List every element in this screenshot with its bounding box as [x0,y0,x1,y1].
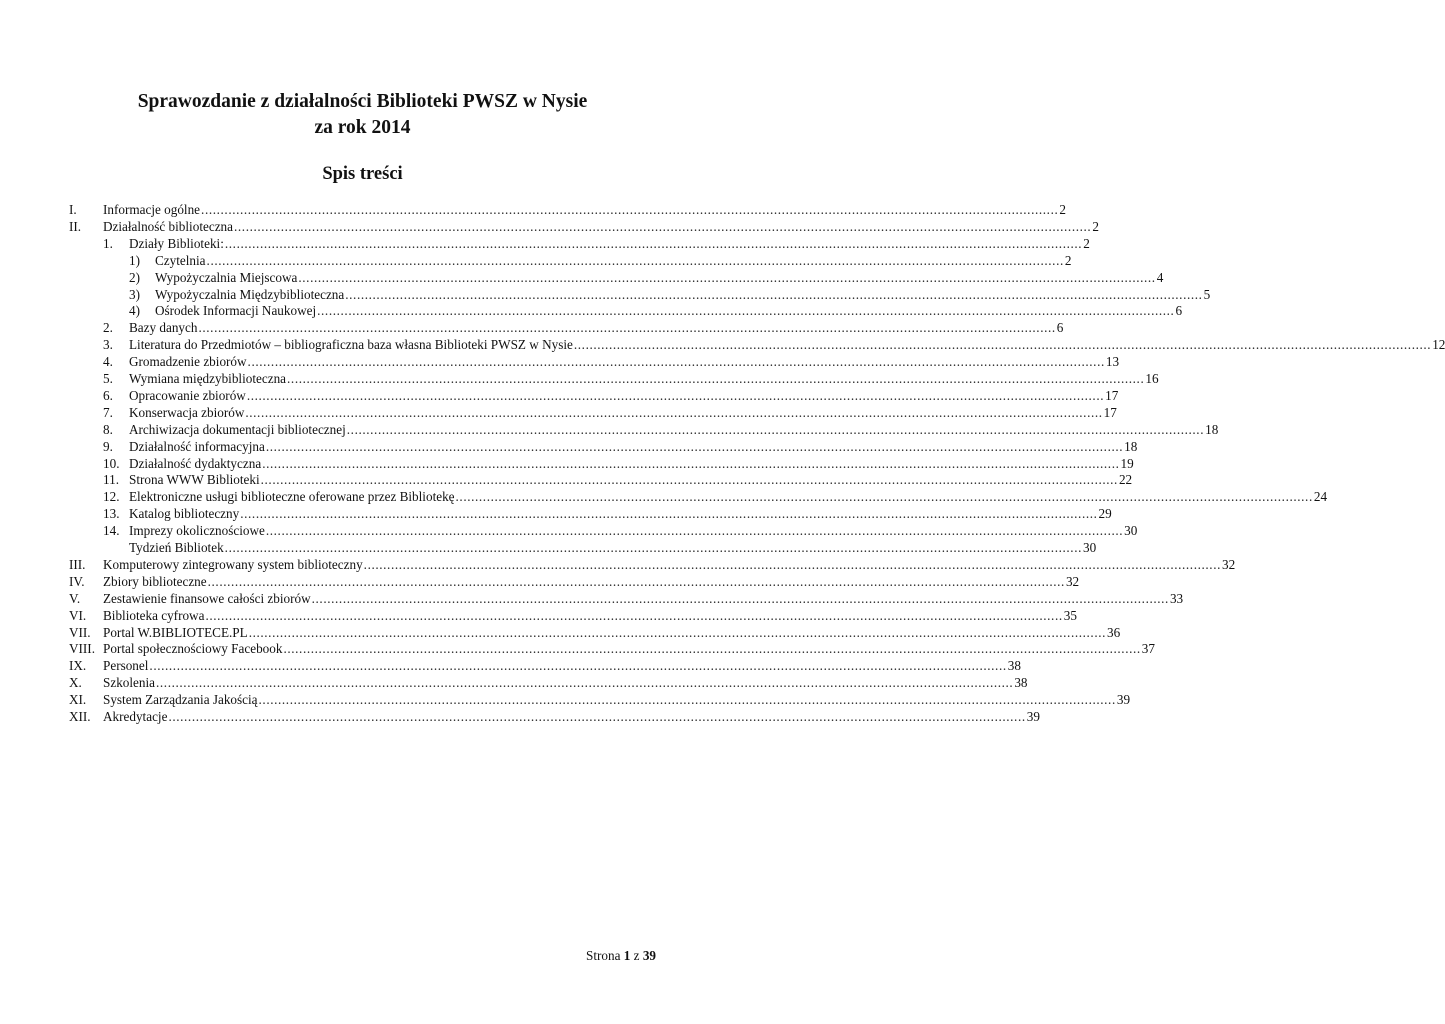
toc-entry[interactable] [103,657,1021,674]
toc-entry-label: Wypożyczalnia Miejscowa [155,269,298,285]
toc-entry[interactable] [129,488,1328,505]
toc-entry[interactable] [155,252,1072,269]
toc-dot-leader: ............................................................................................................................................................................................................................ [224,235,1083,251]
toc-dot-leader: ............................................................................................................................................................................................................................ [298,269,1156,285]
toc-entry-number: X. [69,675,82,691]
toc-entry-number: I. [69,202,77,217]
toc-entry-page: 30 [1124,523,1138,539]
toc-dot-leader: ............................................................................................................................................................................................................................ [224,540,1082,555]
toc-entry-page: 33 [1169,590,1184,606]
toc-entry-page: 6 [1056,320,1064,336]
toc-entry-label: Personel [103,658,149,674]
toc-entry[interactable] [129,404,1117,421]
toc-entry-number: 12. [103,489,120,505]
toc-entry-label: Wypożyczalnia Międzybiblioteczna [155,286,345,302]
toc-entry-label: Czytelnia [155,252,206,268]
toc-entry[interactable] [103,624,1121,641]
toc-dot-leader: ............................................................................................................................................................................................................................ [455,489,1313,505]
toc-entry-page: 17 [1103,404,1117,420]
toc-entry-page: 38 [1014,675,1028,691]
toc-dot-leader: ............................................................................................................................................................................................................................ [258,692,1116,708]
toc-entry-page: 2 [1092,218,1099,234]
toc-entry-page: 18 [1205,421,1219,437]
toc-entry[interactable] [129,438,1138,455]
toc-entry-page: 30 [1082,540,1097,555]
toc-entry-number: 3) [129,286,140,302]
toc-entry-page: 35 [1063,607,1077,623]
toc-entry-page: 12 [1432,337,1445,353]
toc-entry-label: Biblioteka cyfrowa [103,607,205,623]
toc-entry-label: Literatura do Przedmiotów – bibliograficzna baza własna Biblioteki PWSZ w Nysie [129,337,573,353]
toc-dot-leader: ............................................................................................................................................................................................................................ [149,658,1007,674]
toc-dot-leader: ............................................................................................................................................................................................................................ [198,320,1056,336]
toc-entry[interactable] [129,471,1133,488]
toc-entry[interactable] [129,539,1097,556]
toc-entry-number: 10. [103,455,120,471]
toc-entry-number: IV. [69,573,85,589]
toc-dot-leader: ............................................................................................................................................................................................................................ [311,590,1169,606]
toc-entry-label: Portal W.BIBLIOTECE.PL [103,624,248,640]
toc-entry-page: 22 [1118,472,1133,488]
toc-entry-label: Akredytacje [103,709,168,724]
toc-entry-label: System Zarządzania Jakością [103,692,258,708]
toc-entry-page: 24 [1313,489,1328,505]
toc-entry-number: 14. [103,523,120,539]
toc-entry-label: Archiwizacja dokumentacji bibliotecznej [129,421,346,437]
toc-entry-page: 37 [1141,641,1155,657]
toc-entry-label: Imprezy okolicznościowe [129,523,265,539]
toc-entry-page: 16 [1145,371,1159,386]
footer-total-pages: 39 [642,948,656,963]
toc-entry[interactable] [103,640,1155,657]
toc-entry-page: 2 [1059,202,1066,217]
toc-entry-number: 1. [103,235,113,251]
toc-dot-leader: ............................................................................................................................................................................................................................ [262,455,1120,471]
toc-entry-page: 32 [1221,556,1236,572]
toc-dot-leader: ............................................................................................................................................................................................................................ [283,641,1141,657]
toc-entry-page: 6 [1175,303,1183,319]
toc-entry-number: 4. [103,354,113,370]
toc-entry-number: 1) [129,252,140,268]
toc-dot-leader: ............................................................................................................................................................................................................................ [206,252,1064,268]
toc-entry-label: Wymiana międzybiblioteczna [129,371,287,386]
toc-entry[interactable] [103,573,1080,590]
toc-entry-page: 19 [1120,455,1134,471]
toc-entry[interactable] [129,336,1445,353]
toc-entry[interactable] [103,201,1066,218]
toc-dot-leader: ............................................................................................................................................................................................................................ [207,573,1065,589]
toc-entry[interactable] [103,607,1077,624]
toc-entry-label: Działy Biblioteki: [129,235,224,251]
toc-entry[interactable] [103,590,1184,607]
toc-entry-page: 36 [1107,624,1121,640]
toc-entry-number: 5. [103,371,113,386]
toc-entry-label: Tydzień Bibliotek [129,540,224,555]
toc-entry-page: 38 [1007,658,1021,674]
toc-entry-number: 8. [103,421,113,437]
toc-entry-page: 39 [1116,692,1131,708]
toc-entry-number: XI. [69,692,87,708]
toc-entry-number: VIII. [69,641,95,657]
toc-entry-label: Strona WWW Biblioteki [129,472,260,488]
toc-entry-number: 3. [103,337,113,353]
toc-entry-label: Bazy danych [129,320,198,336]
toc-entry-label: Katalog biblioteczny [129,506,240,522]
toc-entry[interactable] [155,269,1164,286]
toc-dot-leader: ............................................................................................................................................................................................................................ [246,387,1105,403]
toc-entry[interactable] [103,674,1028,691]
toc-dot-leader: ............................................................................................................................................................................................................................ [346,421,1205,437]
toc-entry[interactable] [129,387,1119,404]
toc-dot-leader: ............................................................................................................................................................................................................................ [205,607,1063,623]
toc-entry[interactable] [103,691,1131,708]
toc-entry[interactable] [129,522,1138,539]
toc-dot-leader: ............................................................................................................................................................................................................................ [201,202,1059,217]
toc-entry-page: 39 [1026,709,1040,724]
toc-entry-page: 18 [1124,438,1138,454]
toc-dot-leader: ............................................................................................................................................................................................................................ [247,354,1105,370]
toc-entry[interactable] [129,370,1159,387]
toc-entry-label: Konserwacja zbiorów [129,404,245,420]
toc-entry-label: Opracowanie zbiorów [129,387,246,403]
toc-entry-number: V. [69,590,81,606]
footer-prefix: Strona [586,948,621,963]
footer-current-page: 1 [623,948,631,963]
toc-entry-page: 29 [1098,506,1112,522]
toc-entry-label: Działalność biblioteczna [103,218,233,234]
toc-entry-page: 17 [1105,387,1119,403]
toc-entry-page: 32 [1065,573,1080,589]
document-title-line1: Sprawozdanie z działalności Biblioteki PWSZ w Nysie [137,91,588,112]
toc-entry-number: III. [69,556,86,572]
toc-entry[interactable] [155,286,1211,303]
toc-entry-page: 2 [1064,252,1072,268]
toc-entry-label: Działalność dydaktyczna [129,455,262,471]
toc-dot-leader: ............................................................................................................................................................................................................................ [573,337,1432,353]
toc-entry[interactable] [129,235,1090,252]
toc-entry-number: 11. [103,472,119,488]
page-footer [586,947,656,964]
toc-entry-label: Zbiory biblioteczne [103,573,207,589]
toc-entry[interactable] [129,353,1120,370]
toc-dot-leader: ............................................................................................................................................................................................................................ [234,218,1092,234]
toc-entry-page: 2 [1083,235,1090,251]
toc-dot-leader: ............................................................................................................................................................................................................................ [287,371,1145,386]
toc-entry[interactable] [103,708,1040,725]
footer-separator: z [633,948,640,963]
toc-entry[interactable] [129,505,1112,522]
toc-entry-label: Portal społecznościowy Facebook [103,641,283,657]
toc-entry-number: 7. [103,404,113,420]
toc-entry[interactable] [155,302,1183,319]
toc-entry-number: 13. [103,506,120,522]
toc-entry-number: 4) [129,303,140,319]
toc-dot-leader: ............................................................................................................................................................................................................................ [168,709,1026,724]
toc-entry-page: 5 [1203,286,1211,302]
toc-entry-number: XII. [69,709,91,724]
document-title-line2: za rok 2014 [314,117,411,138]
toc-entry[interactable] [103,556,1236,573]
toc-entry-number: VI. [69,607,87,623]
toc-entry-label: Informacje ogólne [103,202,201,217]
toc-entry-number: IX. [69,658,87,674]
toc-entry-page: 4 [1156,269,1164,285]
toc-entry[interactable] [103,218,1099,235]
toc-dot-leader: ............................................................................................................................................................................................................................ [240,506,1098,522]
toc-entry-label: Komputerowy zintegrowany system biblioteczny [103,556,363,572]
toc-entry-label: Zestawienie finansowe całości zbiorów [103,590,311,606]
toc-entry-page: 13 [1105,354,1120,370]
toc-entry-label: Elektroniczne usługi biblioteczne oferowane przez Bibliotekę [129,489,455,505]
toc-dot-leader: ............................................................................................................................................................................................................................ [265,438,1124,454]
toc-entry-label: Szkolenia [103,675,156,691]
toc-entry-label: Ośrodek Informacji Naukowej [155,303,317,319]
toc-dot-leader: ............................................................................................................................................................................................................................ [345,286,1203,302]
toc-entry-number: II. [69,218,82,234]
toc-dot-leader: ............................................................................................................................................................................................................................ [245,404,1103,420]
toc-entry[interactable] [129,455,1134,472]
toc-entry-number: 6. [103,387,113,403]
toc-dot-leader: ............................................................................................................................................................................................................................ [317,303,1175,319]
toc-dot-leader: ............................................................................................................................................................................................................................ [363,556,1221,572]
toc-entry-number: 2) [129,269,140,285]
toc-entry-label: Działalność informacyjna [129,438,265,454]
toc-heading: Spis treści [322,164,403,184]
toc-dot-leader: ............................................................................................................................................................................................................................ [260,472,1118,488]
toc-dot-leader: ............................................................................................................................................................................................................................ [248,624,1107,640]
toc-entry[interactable] [129,421,1219,438]
toc-entry-number: 2. [103,320,113,336]
toc-entry-label: Gromadzenie zbiorów [129,354,247,370]
toc-entry[interactable] [129,319,1064,336]
toc-entry-number: VII. [69,624,91,640]
toc-dot-leader: ............................................................................................................................................................................................................................ [156,675,1014,691]
toc-dot-leader: ............................................................................................................................................................................................................................ [265,523,1124,539]
toc-entry-number: 9. [103,438,113,454]
